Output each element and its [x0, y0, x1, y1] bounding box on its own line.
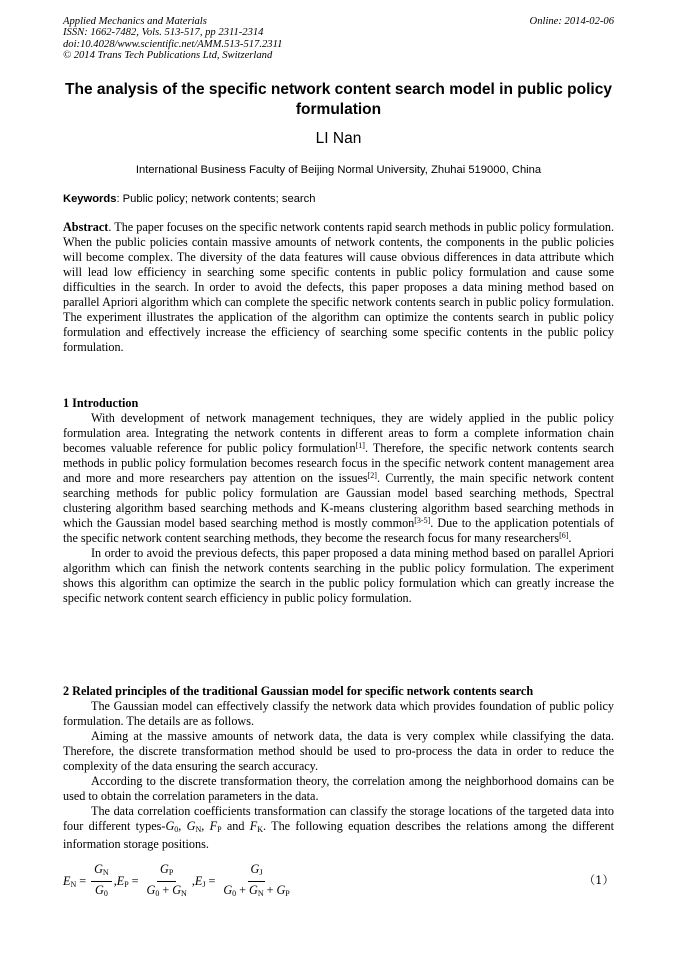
citation: [6] [559, 531, 569, 540]
fraction: $\frac{GP}{G0 + GN}$ [146, 861, 187, 898]
text-run: With development of network management techniques, they are widely applied in the public policy formulation area. Integrating the network contents in different areas to form a complete information chain becomes valuable reference for public policy formulation [63, 411, 614, 455]
citation: [1] [355, 441, 365, 450]
text-run: , [178, 819, 187, 833]
paragraph: Aiming at the massive amounts of network data, the data is very complex while classifying the data. Therefore, the discrete transformation method should be used to pro-process the data in order to reduce the complexity of the data ensuring the search accuracy. [63, 729, 614, 773]
text-run: The data correlation coefficients transformation can classify the storage locations of the targeted data into four different types- [63, 804, 614, 833]
paragraph: The Gaussian model can effectively classify the network data which provides foundation of public policy formulation. The details are as follows. [63, 699, 614, 728]
issn-line: ISSN: 1662-7482, Vols. 513-517, pp 2311-2314 [63, 27, 264, 39]
doi-line: doi:10.4028/www.scientific.net/AMM.513-517.2311 [63, 38, 283, 50]
fraction: $\frac{GJ}{G0 + GN + GP}$ [223, 861, 290, 898]
paragraph [63, 411, 614, 546]
math-var: EJ [194, 873, 206, 889]
section-related-principles [63, 684, 614, 852]
comma: , [113, 873, 117, 888]
citation: [2] [367, 471, 377, 480]
author-affiliation: International Business Faculty of Beijing Normal University, Zhuhai 519000, China [135, 164, 542, 176]
equation-1 [63, 860, 614, 902]
text-run: . [568, 531, 572, 545]
math-var: GN [186, 819, 202, 834]
journal-name: Applied Mechanics and Materials [63, 16, 207, 27]
text-run: and [221, 819, 250, 833]
math-var: EN [63, 873, 77, 889]
text-run: , [201, 819, 210, 833]
paragraph: According to the discrete transformation theory, the correlation among the neighborhood domains can be used to obtain the correlation parameters in the data. [63, 774, 614, 803]
equation-body [63, 860, 295, 902]
abstract-label: Abstract [63, 220, 109, 234]
keywords-line [63, 192, 614, 207]
paragraph: In order to avoid the previous defects, this paper proposed a data mining method based on parallel Apriori algorithm which can finish the network contents searching in the public policy formulation. The experiment shows this algorithm can optimize the search in the public policy formulation which can greatly increase the specific network content search efficiency in public policy formulation. [63, 546, 614, 605]
math-var: EP [116, 873, 129, 889]
math-var: G0 [165, 819, 179, 834]
keywords-label: Keywords [63, 193, 117, 205]
equals-sign: = [79, 873, 87, 888]
text-run: . Currently, the main specific network content searching methods for public policy formulation are Gaussian model based searching methods, Spectral clustering algorithm based searching methods and K-means clustering algorithm based searching methods in which the Gaussian model based searching method is mostly common [63, 471, 614, 530]
abstract-text: . The paper focuses on the specific network contents rapid search methods in public policy formulation. When the public policies contain massive amounts of network contents, the components in the public policies will become complex. The diversity of the data features will cause obvious differences in data attribute which will lead low efficiency in searching some specific contents in public policy formulation and cause some difficulties in the search. In order to avoid the defects, this paper proposes a data mining method based on parallel Apriori algorithm which can complete the specific network contents search in public policy formulation. The experiment illustrates the application of the algorithm can optimize the contents search in public policy formulation and effectively increase the efficiency of searching some specific contents in the public policy formulation. [63, 220, 614, 354]
citation: [3-5] [414, 516, 431, 525]
text-run: . Therefore, the specific network contents search methods in public policy formulation becomes research focus in the specific network content management area and more and more researchers pay attention on the issues [63, 441, 614, 485]
equation-number: （1） [583, 873, 614, 887]
abstract [63, 220, 614, 355]
equals-sign: = [208, 873, 216, 888]
paragraph [63, 804, 614, 852]
fraction: $\frac{GN}{G0}$ [91, 862, 112, 901]
section-introduction [63, 396, 614, 606]
paper-title: The analysis of the specific network content search model in public policy formulation [65, 81, 612, 118]
comma: , [191, 873, 195, 888]
author-name: LI Nan [315, 130, 362, 147]
copyright-line: © 2014 Trans Tech Publications Ltd, Switzerland [63, 50, 273, 62]
section-heading: 1 Introduction [63, 396, 139, 410]
journal-header [63, 16, 282, 62]
keywords-text: : Public policy; network contents; search [116, 193, 316, 205]
section-heading: 2 Related principles of the traditional Gaussian model for specific network contents search [63, 684, 534, 698]
text-run: . The following equation describes the relations among the different information storage positions. [63, 819, 614, 851]
online-date: Online: 2014-02-06 [529, 16, 614, 27]
equals-sign: = [131, 873, 139, 888]
math-var: FP [209, 819, 222, 834]
text-run: . Due to the application potentials of the specific network content searching methods, they become the research focus for many researchers [63, 516, 614, 545]
math-var: FK [249, 819, 263, 834]
